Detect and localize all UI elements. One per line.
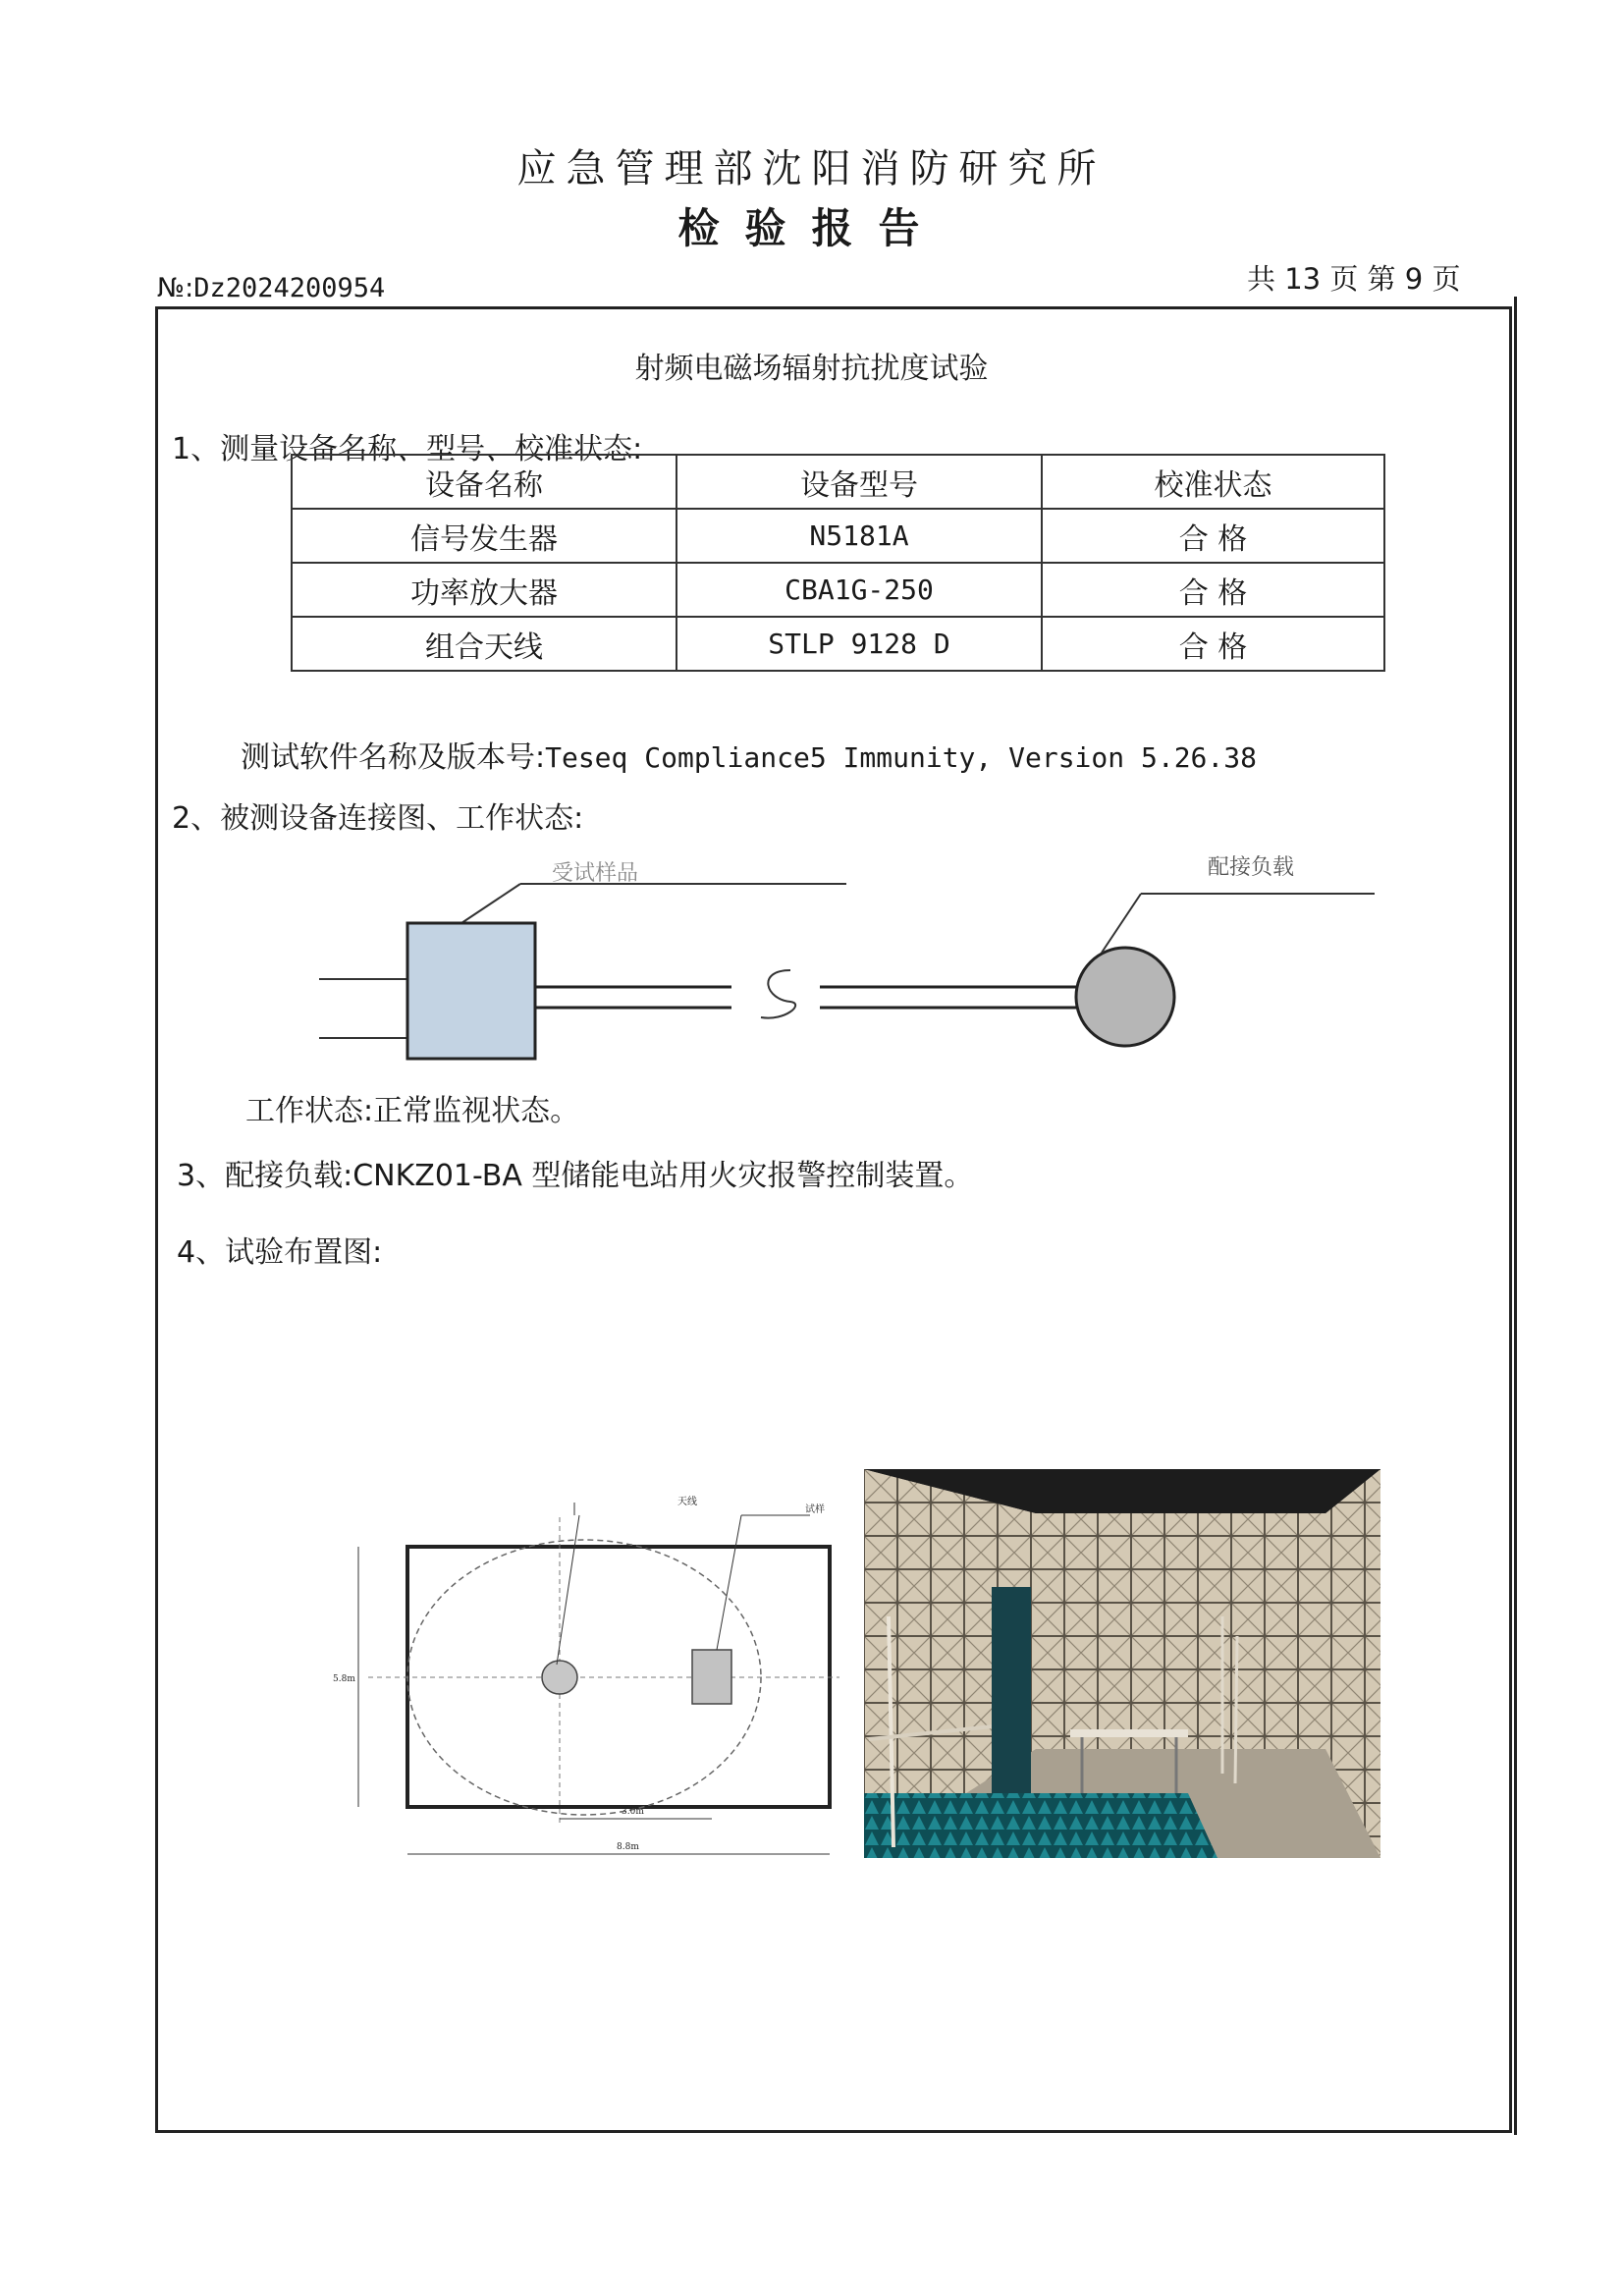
software-line (241, 733, 1257, 776)
col-header-name: 设备名称 (292, 455, 676, 509)
item4-heading: 4、试验布置图: (177, 1235, 383, 1270)
chamber-photo (864, 1469, 1380, 1858)
cell-calibration-status: 合 格 (1042, 563, 1384, 617)
document-number-value: Dz2024200954 (193, 273, 386, 303)
antenna-label: 天线 (677, 1497, 697, 1507)
col-header-status: 校准状态 (1042, 455, 1384, 509)
cell-equipment-name: 信号发生器 (292, 509, 676, 563)
cell-calibration-status: 合 格 (1042, 509, 1384, 563)
page-info: 共 13 页 第 9 页 (1247, 262, 1461, 296)
load-leader-line (1102, 894, 1141, 953)
wall-absorber-panel (992, 1587, 1031, 1793)
layout-diagram (329, 1483, 839, 1866)
software-label: 测试软件名称及版本号: (241, 740, 546, 775)
sample-label: 试样 (805, 1504, 825, 1515)
back-wall (1036, 1513, 1325, 1749)
section-title: 射频电磁场辐射抗扰度试验 (634, 352, 989, 386)
length-dimension-label: 8.8m (617, 1842, 639, 1852)
eut-box (407, 923, 535, 1059)
table-row (292, 509, 1384, 563)
cell-equipment-model: N5181A (676, 509, 1042, 563)
item3-label: 3、配接负载: (177, 1159, 353, 1193)
item3-value: CNKZ01-BA 型储能电站用火灾报警控制装置。 (352, 1159, 974, 1193)
cell-equipment-name: 组合天线 (292, 617, 676, 671)
item2-heading: 2、被测设备连接图、工作状态: (172, 801, 584, 836)
table-row (292, 563, 1384, 617)
height-dimension-label: 5.8m (333, 1674, 355, 1684)
cell-equipment-name: 功率放大器 (292, 563, 676, 617)
table-row (292, 617, 1384, 671)
table-header-row (292, 455, 1384, 509)
software-value: Teseq Compliance5 Immunity, Version 5.26.38 (545, 741, 1257, 774)
col-header-model: 设备型号 (676, 455, 1042, 509)
report-frame-right-edge (1514, 297, 1517, 2135)
document-number-label: №: (157, 273, 194, 303)
load-label: 配接负载 (1208, 855, 1295, 880)
load-circle (1076, 948, 1174, 1046)
work-state: 工作状态:正常监视状态。 (245, 1094, 580, 1128)
cell-calibration-status: 合 格 (1042, 617, 1384, 671)
report-title: 检验报告 (677, 204, 946, 252)
cable-break-symbol (761, 970, 795, 1018)
equipment-table (291, 454, 1385, 672)
absorber-cones (864, 1793, 1217, 1858)
connection-diagram (295, 845, 1394, 1080)
eut-leader-line (461, 884, 520, 923)
rod (1235, 1636, 1237, 1783)
cell-equipment-model: CBA1G-250 (676, 563, 1042, 617)
sample-table-symbol (692, 1650, 731, 1704)
item1-heading: 1、测量设备名称、型号、校准状态: (172, 432, 643, 466)
test-table (1070, 1729, 1188, 1737)
eut-label: 受试样品 (552, 861, 639, 886)
document-number (157, 273, 385, 303)
cell-equipment-model: STLP 9128 D (676, 617, 1042, 671)
item3-line (177, 1151, 973, 1194)
institute-name: 应急管理部沈阳消防研究所 (516, 146, 1107, 191)
distance-dimension-label: 3.0m (622, 1807, 644, 1817)
antenna-symbol (542, 1661, 577, 1694)
